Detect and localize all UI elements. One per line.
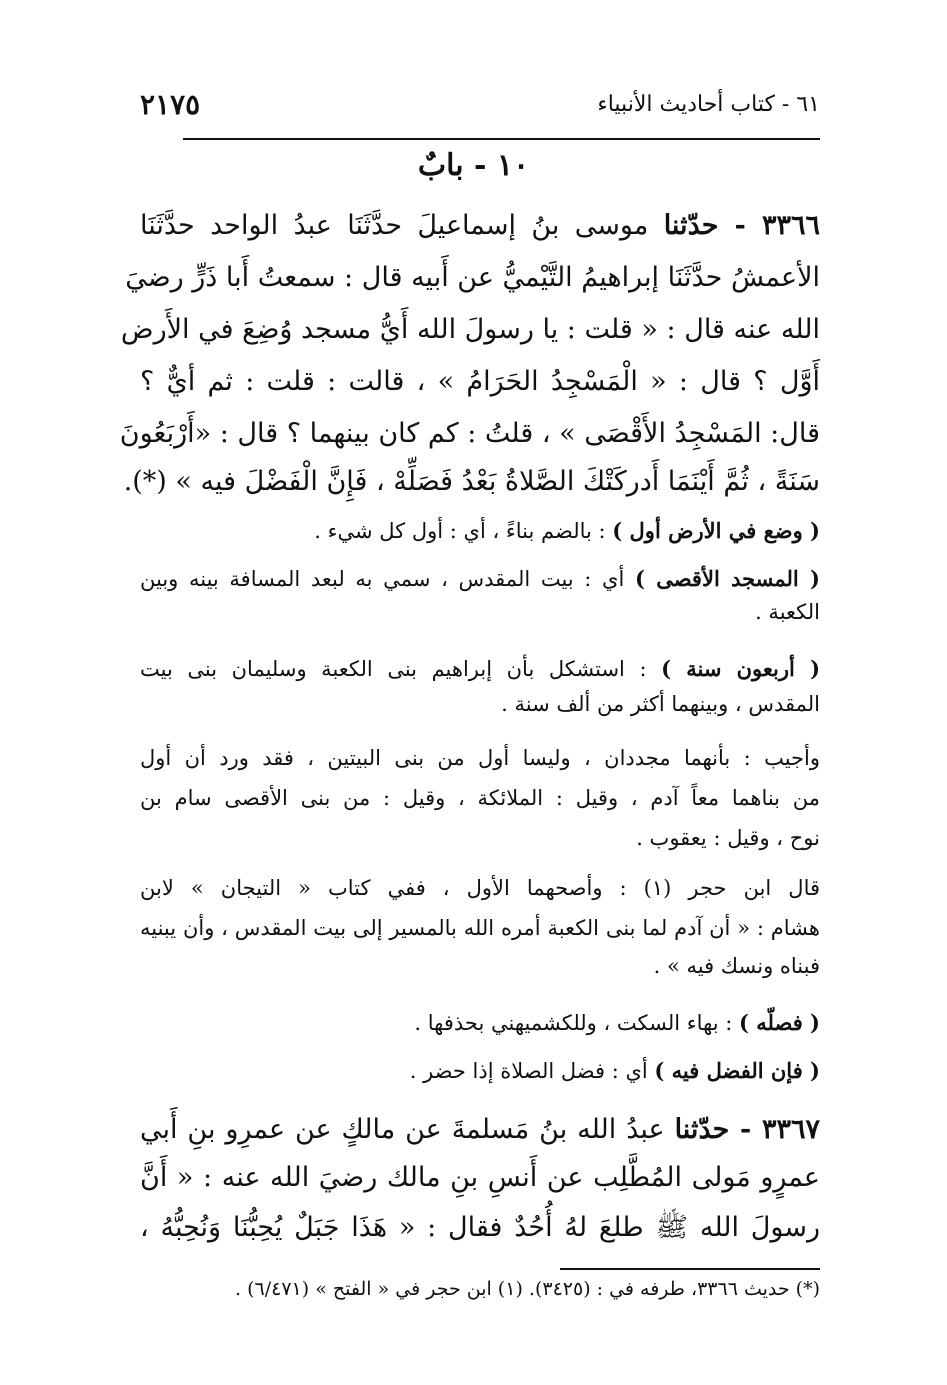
commentary-4-line-1: وأجيب : بأنهما مجددان ، وليسا أول من بنى البيتين ، فقد ورد أن أول [140,746,820,770]
commentary-4-line-2: من بناهما معاً آدم ، وقيل : الملائكة ، وقيل : من بنى الأقصى سام بن [140,786,820,810]
commentary-1: ( وضع في الأرض أول ) : بالضم بناءً ، أي : أول كل شيء . [314,518,820,543]
hadith-3367-line-3: رسولَ الله ﷺ طلعَ لهُ أُحُدٌ فقال : « هَذَا جَبَلٌ يُحِبُّنَا وَنُحِبُّهُ ، [140,1212,820,1243]
commentary-2-line-1: ( المسجد الأقصى ) أي : بيت المقدس ، سمي به لبعد المسافة بينه وبين [140,566,820,591]
hadith-3367-line-2: عمرٍو مَولى المُطَّلِب عن أَنسِ بنِ مالك رضيَ الله عنه : « أَنَّ [140,1162,820,1193]
hadith-3366-line-4: أَوَّل ؟ قال : « الْمَسْجِدُ الحَرَامُ » ، قالت : قلت : ثم أيٌّ ؟ [140,366,820,397]
hadith-3367-line-1: ٣٣٦٧ - حدّثنا عبدُ الله بنُ مَسلمةَ عن مالكٍ عن عمرِو بنِ أَبي [140,1114,821,1145]
hadith-3366-line-5: قال: المَسْجِدُ الأَقْصَى » ، قلتُ : كم كان بينهما ؟ قال : «أَرْبَعُونَ [119,418,820,449]
hadith-3366-line-3: الله عنه قال : « قلت : يا رسولَ الله أَيُّ مسجد وُضِعَ في الأَرض [120,314,820,345]
footnote-rule [560,1268,820,1270]
hadith-3366-line-2: الأعمشُ حدَّثَنَا إبراهيمُ التَّيْميُّ عن أَبيه قال : سمعتُ أَبا ذَرٍّ رضيَ [125,262,820,293]
hadith-3366-line-6: سَنَةً ، ثُمَّ أَيْنَمَا أَدركَتْكَ الصَّلاةُ بَعْدُ فَصَلِّهْ ، فَإِنَّ الْفَضْلَ فيه » (*). [123,466,820,497]
commentary-5-line-3: فبناه ونسك فيه » . [653,954,820,978]
hadith-number: ٣٣٦٦ [761,210,820,241]
commentary-3-line-1: ( أربعون سنة ) : استشكل بأن إبراهيم بنى الكعبة وسليمان بنى بيت [140,656,820,681]
commentary-2-line-2: الكعبة . [755,600,820,624]
header-rule [183,138,820,140]
footnote: (*) حديث ٣٣٦٦، طرفه في : (٣٤٢٥). (١) ابن حجر في « الفتح » (٦/٤٧١) . [235,1278,820,1300]
commentary-5-line-1: قال ابن حجر (١) : وأصحهما الأول ، ففي كتاب « التيجان » لابن [140,876,821,900]
commentary-5-line-2: هشام : « أن آدم لما بنى الكعبة أمره الله بالمسير إلى بيت المقدس ، وأن يبنيه [140,916,820,940]
commentary-4-line-3: نوح ، وقيل : يعقوب . [636,826,820,850]
hadith-lead: حدّثنا [663,210,719,241]
page-number: ٢١٧٥ [140,88,201,121]
hadith-lead: حدّثنا [674,1114,730,1145]
hadith-3366-line-1: ٣٣٦٦ - حدّثنا موسى بنُ إسماعيلَ حدَّثَنَا عبدُ الواحد حدَّثَنَا [140,210,820,241]
hadith-number: ٣٣٦٧ [762,1114,821,1145]
commentary-3-line-2: المقدس ، وبينهما أكثر من ألف سنة . [501,692,820,716]
commentary-6: ( فصلّه ) : بهاء السكت ، وللكشميهني بحذفها . [414,1010,820,1035]
chapter-heading: ١٠ - بابٌ [417,148,530,183]
running-title: ٦١ - كتاب أحاديث الأنبياء [597,92,820,117]
commentary-7: ( فإن الفضل فيه ) أي : فضل الصلاة إذا حضر . [409,1058,820,1083]
